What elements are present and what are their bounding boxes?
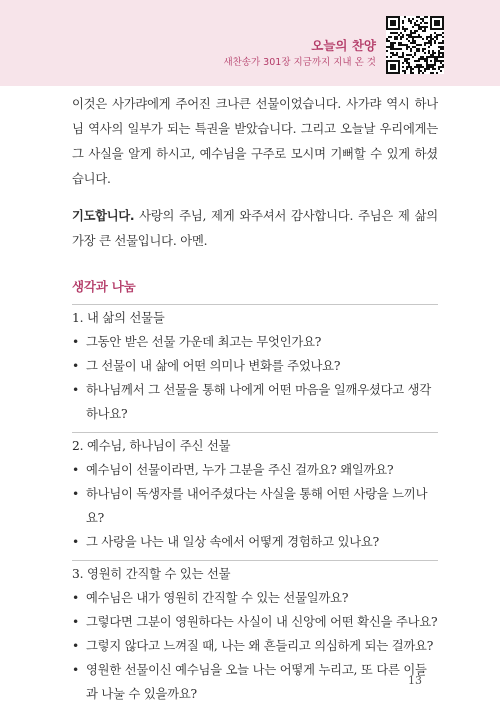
prayer-label: 기도합니다. [72,209,135,223]
section-title: 생각과 나눔 [72,279,136,294]
intro-paragraph: 이것은 사가랴에게 주어진 크나큰 선물이었습니다. 사가랴 역시 하나님 역사의 일부가 되는 특권을 받았습니다. 그리고 오늘날 우리에게는 그 사실을 알게 하시고, 예수님을 구주로 모시며 기뻐할 수 있게 하셨습니다. [72,97,438,186]
question-text: 예수님이 선물이라면, 누가 그분을 주신 걸까요? 왜일까요? [86,463,394,477]
question-group-1 [72,304,438,426]
question-group-heading: 2. 예수님, 하나님이 주신 선물 [72,432,438,458]
header-band [0,0,500,86]
question-group-heading: 3. 영원히 간직할 수 있는 선물 [72,560,438,586]
question-item [72,658,438,706]
bullet-icon: • [72,383,80,397]
bullet-icon: • [72,663,80,677]
question-item [72,586,438,610]
question-item [72,530,438,554]
prayer-text: 사랑의 주님, 제게 와주셔서 감사합니다. 주님은 제 삶의 가장 큰 선물입니다. 아멘. [72,209,438,248]
bullet-icon: • [72,359,80,373]
question-list [72,458,438,554]
header-subtitle: 새찬송가 301장 지금까지 지내 온 것 [223,57,376,68]
question-item [72,610,438,634]
question-text: 예수님은 내가 영원히 간직할 수 있는 선물일까요? [86,591,349,605]
question-item [72,634,438,658]
bullet-icon: • [72,639,80,653]
question-text: 그 사랑을 나는 내 일상 속에서 어떻게 경험하고 있나요? [86,535,379,549]
bullet-icon: • [72,615,80,629]
question-group-3 [72,560,438,706]
question-text: 하나님께서 그 선물을 통해 나에게 어떤 마음을 일깨우셨다고 생각하나요? [86,383,431,421]
question-group-2 [72,432,438,554]
qr-code-icon[interactable] [386,16,444,74]
page-body [72,92,438,706]
question-text: 영원한 선물이신 예수님을 오늘 나는 어떻게 누리고, 또 다른 이들과 나눌 수 있을까요? [86,663,427,701]
header-text [223,38,376,70]
question-list [72,330,438,426]
question-text: 그렇지 않다고 느껴질 때, 나는 왜 흔들리고 의심하게 되는 걸까요? [86,639,434,653]
prayer-paragraph [72,204,438,254]
header-title: 오늘의 찬양 [311,38,376,53]
question-item [72,378,438,426]
bullet-icon: • [72,335,80,349]
bullet-icon: • [72,591,80,605]
bullet-icon: • [72,463,80,477]
question-item [72,354,438,378]
question-item [72,482,438,530]
question-text: 하나님이 독생자를 내어주셨다는 사실을 통해 어떤 사랑을 느끼나요? [86,487,428,525]
question-text: 그 선물이 내 삶에 어떤 의미나 변화를 주었나요? [86,359,341,373]
question-item [72,330,438,354]
question-item [72,458,438,482]
page-number: 13 [408,674,422,687]
bullet-icon: • [72,535,80,549]
bullet-icon: • [72,487,80,501]
question-text: 그렇다면 그분이 영원하다는 사실이 내 신앙에 어떤 확신을 주나요? [86,615,438,629]
question-group-heading: 1. 내 삶의 선물들 [72,304,438,330]
question-text: 그동안 받은 선물 가운데 최고는 무엇인가요? [86,335,322,349]
question-list [72,586,438,706]
